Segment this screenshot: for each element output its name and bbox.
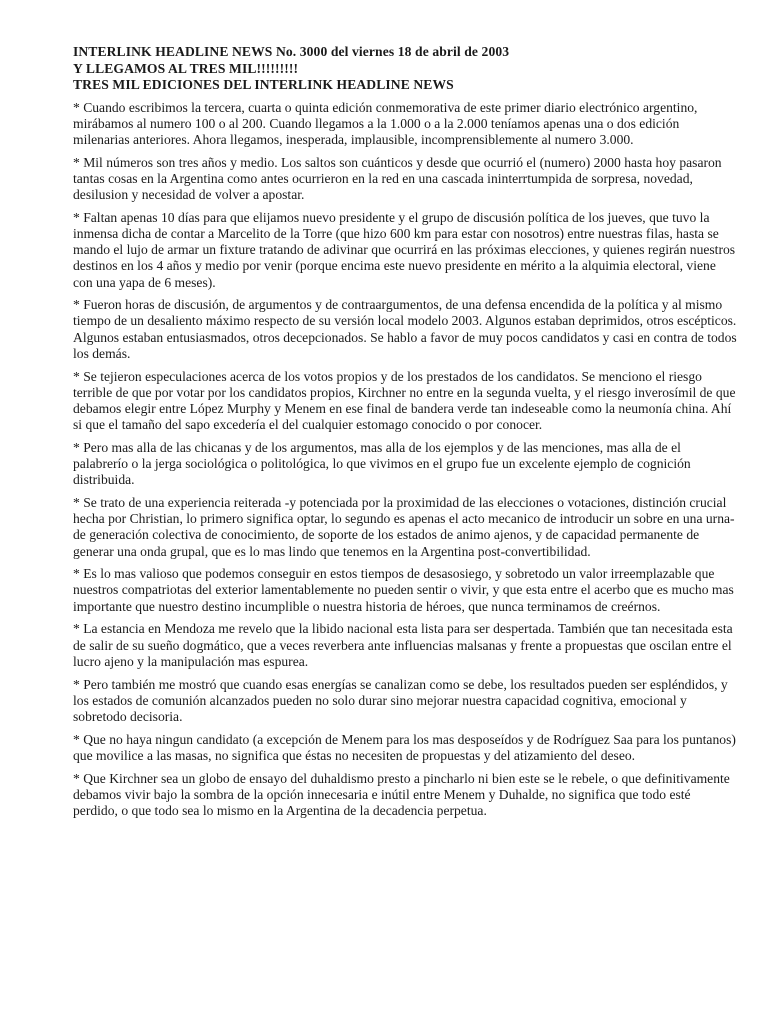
paragraph: * Que no haya ningun candidato (a excepción de Menem para los mas desposeídos y de Rodríguez Saa para los puntanos) que movilice a las masas, no significa que éstas no necesiten de propuestas y del atizamiento del deseo. xyxy=(73,731,736,763)
paragraph: * Mil números son tres años y medio. Los saltos son cuánticos y desde que ocurrió el (numero) 2000 hasta hoy pasaron tantas cosas en la Argentina como antes ocurrieron en la red en una cascada ininterrtumpida de sorpresa, novedad, desilusion y necesidad de volver a apostar. xyxy=(73,154,722,203)
headline-editions: TRES MIL EDICIONES DEL INTERLINK HEADLINE NEWS xyxy=(73,77,454,92)
headline-milestone: Y LLEGAMOS AL TRES MIL!!!!!!!!! xyxy=(73,60,299,76)
paragraph: * Fueron horas de discusión, de argumentos y de contraargumentos, de una defensa encendida de la política y al mismo tiempo de un desaliento máximo respecto de su versión local modelo 2003. Algunos estaban deprimidos, otros escépticos. Algunos estaban entusiasmados, otros decepcionados. Se hablo a favor de muy pocos candidatos y casi en contra de todos los demás. xyxy=(73,297,737,361)
paragraph: * Es lo mas valioso que podemos conseguir en estos tiempos de desasosiego, y sobretodo un valor irreemplazable que nuestros compatriotas del exterior lamentablemente no pueden sentir o vivir, y que esta entre el acerbo que es mucho mas importante que nuestro destino incumplible o nuestra historia de héroes, que nunca terminamos de creérnos. xyxy=(73,566,734,614)
paragraph: * Que Kirchner sea un globo de ensayo del duhaldismo presto a pincharlo ni bien este se le rebele, o que definitivamente debamos vivir bajo la sombra de la opción innecesaria e inútil entre Menem y Duhalde, no significa que todo esté perdido, o que todo sea lo mismo en la Argentina de la decadencia perpetua. xyxy=(73,770,730,818)
article-body xyxy=(73,100,737,820)
paragraph: * La estancia en Mendoza me revelo que la libido nacional esta lista para ser despertada. También que tan necesitada esta de salir de su sueño dogmático, que a veces reverbera ante influencias malsanas y frente a propuestas que oscilan entre el lucro ajeno y la manipulación mas espurea. xyxy=(73,621,733,669)
paragraph: * Pero mas alla de las chicanas y de los argumentos, mas alla de los ejemplos y de las menciones, mas alla de el palabrerío o la jerga sociológica o politológica, lo que vivimos en el grupo fue un excelente ejemplo de cognición distribuida. xyxy=(73,439,691,488)
paragraph: * Se trato de una experiencia reiterada -y potenciada por la proximidad de las elecciones o votaciones, distinción crucial hecha por Christian, lo primero significa optar, lo segundo es apenas el acto mecanico de introducir un sobre en una urna- de generación colectiva de conocimiento, de soporte de los estados de animo ajenos, y de capacidad permanente de generar una onda grupal, que es lo mas lindo que tenemos en la Argentina post-convertibilidad. xyxy=(73,494,735,559)
paragraph: * Cuando escribimos la tercera, cuarta o quinta edición conmemorativa de este primer diario electrónico argentino, mirábamos al numero 100 o al 200. Cuando llegamos a la 1.000 o a la 2.000 teníamos apenas una o dos edición milenarias anteriores. Ahora llegamos, inesperada, implausible, incomprensiblemente al numero 3.000. xyxy=(73,99,698,147)
paragraph: * Se tejieron especulaciones acerca de los votos propios y de los prestados de los candidatos. Se menciono el riesgo terrible de que por votar por los candidatos propios, Kirchner no entre en la segunda vuelta, y el riesgo inverosímil de que debamos elegir entre López Murphy y Menem en ese final de bandera verde tan indeseable como la neumonía china. Ahí si que el tamaño del sapo excedería el del cualquier estomago conocido o por conocer. xyxy=(73,368,736,433)
headline-issue: INTERLINK HEADLINE NEWS No. 3000 del viernes 18 de abril de 2003 xyxy=(73,44,510,59)
paragraph: * Pero también me mostró que cuando esas energías se canalizan como se debe, los resultados pueden ser espléndidos, y los estados de comunión alcanzados pueden no solo durar sino mejorar nuestra capacidad cognitiva, emocional y sobretodo decisoria. xyxy=(73,676,728,724)
document-page xyxy=(73,44,737,826)
paragraph: * Faltan apenas 10 días para que elijamos nuevo presidente y el grupo de discusión política de los jueves, que tuvo la inmensa dicha de contar a Marcelito de la Torre (que hizo 600 km para estar con nosotros) entre nuestras filas, hasta se mando el lujo de armar un fixture tratando de adivinar que ocurrirá en las próximas elecciones, y quienes regirán nuestros destinos en los 4 años y medio por venir (porque encima este nuevo presidente en mérito a la alquimia electoral, viene con una yapa de 6 meses). xyxy=(73,209,736,290)
headline-block xyxy=(73,44,737,94)
